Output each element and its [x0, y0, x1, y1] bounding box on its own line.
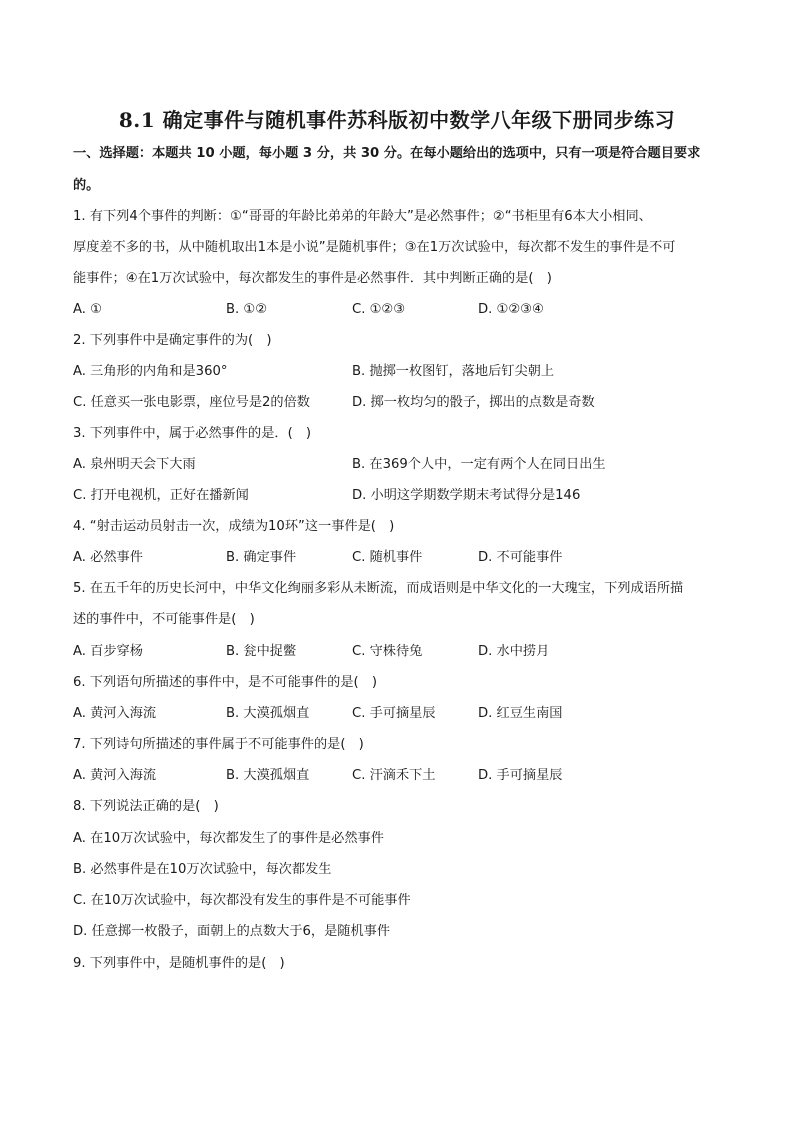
question-3-option-b: B. 在369个人中，一定有两个人在同日出生 — [352, 457, 606, 472]
question-5-option-a: A. 百步穿杨 — [73, 644, 143, 659]
question-8-option-d: D. 任意掷一枚骰子，面朝上的点数大于6，是随机事件 — [73, 924, 391, 939]
question-6-line-1: 6. 下列语句所描述的事件中，是不可能事件的是( ) — [73, 675, 377, 690]
question-5-option-b: B. 瓮中捉鳖 — [226, 644, 297, 659]
question-1-option-d: D. ①②③④ — [478, 302, 544, 317]
section-heading-line-2: 的。 — [73, 178, 100, 193]
question-4-option-d: D. 不可能事件 — [478, 550, 563, 565]
question-8-option-b: B. 必然事件是在10万次试验中，每次都发生 — [73, 862, 332, 877]
question-3-option-a: A. 泉州明天会下大雨 — [73, 457, 196, 472]
question-7-line-1: 7. 下列诗句所描述的事件属于不可能事件的是( ) — [73, 737, 364, 752]
question-5-line-2: 述的事件中，不可能事件是( ) — [73, 612, 255, 627]
question-2-line-1: 2. 下列事件中是确定事件的为( ) — [73, 333, 272, 348]
question-4-option-a: A. 必然事件 — [73, 550, 143, 565]
question-5-option-d: D. 水中捞月 — [478, 644, 550, 659]
question-6-option-c: C. 手可摘星辰 — [352, 706, 436, 721]
question-5-line-1: 5. 在五千年的历史长河中，中华文化绚丽多彩从未断流，而成语则是中华文化的一大瑰宝，下列成语所描 — [73, 581, 684, 596]
question-3-option-d: D. 小明这学期数学期末考试得分是146 — [352, 488, 581, 503]
question-7-option-b: B. 大漠孤烟直 — [226, 768, 310, 783]
question-4-option-c: C. 随机事件 — [352, 550, 423, 565]
question-8-option-c: C. 在10万次试验中，每次都没有发生的事件是不可能事件 — [73, 893, 411, 908]
question-7-option-c: C. 汗滴禾下土 — [352, 768, 436, 783]
section-heading-line-1: 一、选择题：本题共 10 小题，每小题 3 分，共 30 分。在每小题给出的选项中，只有一项是符合题目要求 — [73, 146, 701, 161]
question-1-option-a: A. ① — [73, 302, 102, 317]
question-3-option-c: C. 打开电视机，正好在播新闻 — [73, 488, 249, 503]
question-2-option-b: B. 抛掷一枚图钉，落地后钉尖朝上 — [352, 364, 555, 379]
question-2-option-a: A. 三角形的内角和是360° — [73, 364, 228, 379]
question-1-option-c: C. ①②③ — [352, 302, 406, 317]
question-8-option-a: A. 在10万次试验中，每次都发生了的事件是必然事件 — [73, 831, 384, 846]
question-1-option-b: B. ①② — [226, 302, 268, 317]
question-2-option-d: D. 掷一枚均匀的骰子，掷出的点数是奇数 — [352, 395, 595, 410]
question-6-option-a: A. 黄河入海流 — [73, 706, 157, 721]
question-1-line-3: 能事件；④在1万次试验中，每次都发生的事件是必然事件．其中判断正确的是( ) — [73, 271, 552, 286]
question-7-option-d: D. 手可摘星辰 — [478, 768, 563, 783]
question-5-option-c: C. 守株待兔 — [352, 644, 423, 659]
question-4-line-1: 4. “射击运动员射击一次，成绩为10环”这一事件是( ) — [73, 519, 395, 534]
question-6-option-b: B. 大漠孤烟直 — [226, 706, 310, 721]
question-9-line-1: 9. 下列事件中，是随机事件的是( ) — [73, 956, 285, 971]
question-6-option-d: D. 红豆生南国 — [478, 706, 563, 721]
question-3-line-1: 3. 下列事件中，属于必然事件的是．( ) — [73, 426, 312, 441]
question-7-option-a: A. 黄河入海流 — [73, 768, 157, 783]
question-2-option-c: C. 任意买一张电影票，座位号是2的倍数 — [73, 395, 310, 410]
question-1-line-2: 厚度差不多的书，从中随机取出1本是小说”是随机事件；③在1万次试验中，每次都不发生的事件是不可 — [73, 240, 676, 255]
page-title: 8.1 确定事件与随机事件苏科版初中数学八年级下册同步练习 — [118, 108, 676, 132]
question-8-line-1: 8. 下列说法正确的是( ) — [73, 799, 219, 814]
question-4-option-b: B. 确定事件 — [226, 550, 297, 565]
question-1-line-1: 1. 有下列4个事件的判断：①“哥哥的年龄比弟弟的年龄大”是必然事件；②“书柜里有6本大小相同、 — [73, 209, 652, 224]
